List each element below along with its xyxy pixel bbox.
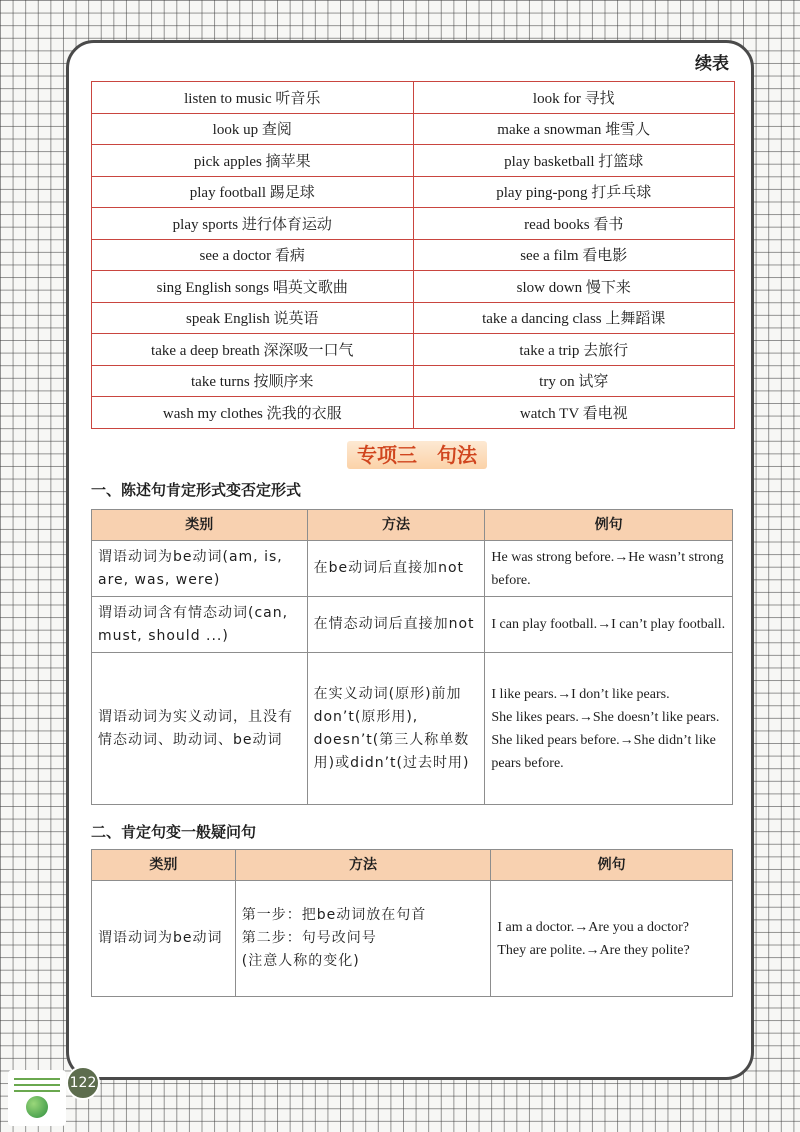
part2-heading: 二、肯定句变一般疑问句 [91,823,257,841]
method-line: 第二步：句号改问号 [241,930,377,946]
vocab-cell: take a dancing class 上舞蹈课 [413,302,735,334]
table-row [92,881,733,997]
vocab-table [91,81,735,429]
vocab-cell: pick apples 摘苹果 [92,145,414,177]
vocab-cell: look for 寻找 [413,82,735,114]
header-category: 类别 [92,850,236,881]
vocab-cell: look up 查阅 [92,113,414,145]
table-row [92,334,735,366]
vocab-cell: see a doctor 看病 [92,239,414,271]
vocab-cell: listen to music 听音乐 [92,82,414,114]
category-cell: 谓语动词为be动词 [92,881,236,997]
example-cell: He was strong before.→He wasn’t strong before. [485,541,733,597]
header-method: 方法 [307,510,485,541]
example-line: I am a doctor.→Are you a doctor? [497,919,689,935]
table-row [92,365,735,397]
example-line: She likes pears.→She doesn’t like pears. [491,709,720,725]
table-row [92,541,733,597]
category-cell: 谓语动词为be动词(am, is, are, was, were) [92,541,308,597]
method-line: 第一步：把be动词放在句首 [241,907,427,923]
table-row [92,239,735,271]
vocab-cell: watch TV 看电视 [413,397,735,429]
vocab-cell: sing English songs 唱英文歌曲 [92,271,414,303]
table-header-row [92,850,733,881]
page-number: 122 [66,1066,100,1100]
vocab-cell: speak English 说英语 [92,302,414,334]
example-line: She liked pears before.→She didn’t like pears before. [491,732,716,771]
table-row [92,597,733,653]
vocab-cell: play football 踢足球 [92,176,414,208]
question-table [91,849,733,997]
table-row [92,145,735,177]
example-cell [491,881,733,997]
vocab-cell: try on 试穿 [413,365,735,397]
method-cell [235,881,491,997]
vocab-cell: take turns 按顺序来 [92,365,414,397]
header-example: 例句 [491,850,733,881]
continued-label: 续表 [695,54,729,74]
method-cell: 在实义动词(原形)前加don’t(原形用), doesn’t(第三人称单数用)或didn’t(过去时用) [307,653,485,805]
section-title: 专项三 句法 [347,441,487,469]
table-row [92,271,735,303]
category-cell: 谓语动词含有情态动词(can, must, should ...) [92,597,308,653]
vocab-cell: wash my clothes 洗我的衣服 [92,397,414,429]
vocab-cell: slow down 慢下来 [413,271,735,303]
vocab-cell: make a snowman 堆雪人 [413,113,735,145]
table-row [92,653,733,805]
part1-heading: 一、陈述句肯定形式变否定形式 [91,481,302,499]
vocab-cell: play sports 进行体育运动 [92,208,414,240]
method-line: (注意人称的变化) [241,953,360,969]
table-row [92,82,735,114]
header-category: 类别 [92,510,308,541]
table-row [92,302,735,334]
table-row [92,397,735,429]
page-card [66,40,754,1080]
vocab-cell: take a deep breath 深深吸一口气 [92,334,414,366]
method-cell: 在be动词后直接加not [307,541,485,597]
example-line: I like pears.→I don’t like pears. [491,686,670,702]
example-line: They are polite.→Are they polite? [497,942,690,958]
globe-icon [26,1096,48,1118]
method-cell: 在情态动词后直接加not [307,597,485,653]
table-header-row [92,510,733,541]
table-row [92,176,735,208]
table-row [92,208,735,240]
table-row [92,113,735,145]
vocab-cell: play ping-pong 打乒乓球 [413,176,735,208]
example-cell: I can play football.→I can’t play football. [485,597,733,653]
example-cell [485,653,733,805]
publisher-logo [8,1070,66,1126]
vocab-cell: see a film 看电影 [413,239,735,271]
vocab-cell: take a trip 去旅行 [413,334,735,366]
header-example: 例句 [485,510,733,541]
vocab-cell: read books 看书 [413,208,735,240]
header-method: 方法 [235,850,491,881]
category-cell: 谓语动词为实义动词，且没有情态动词、助动词、be动词 [92,653,308,805]
vocab-cell: play basketball 打篮球 [413,145,735,177]
negation-table [91,509,733,805]
